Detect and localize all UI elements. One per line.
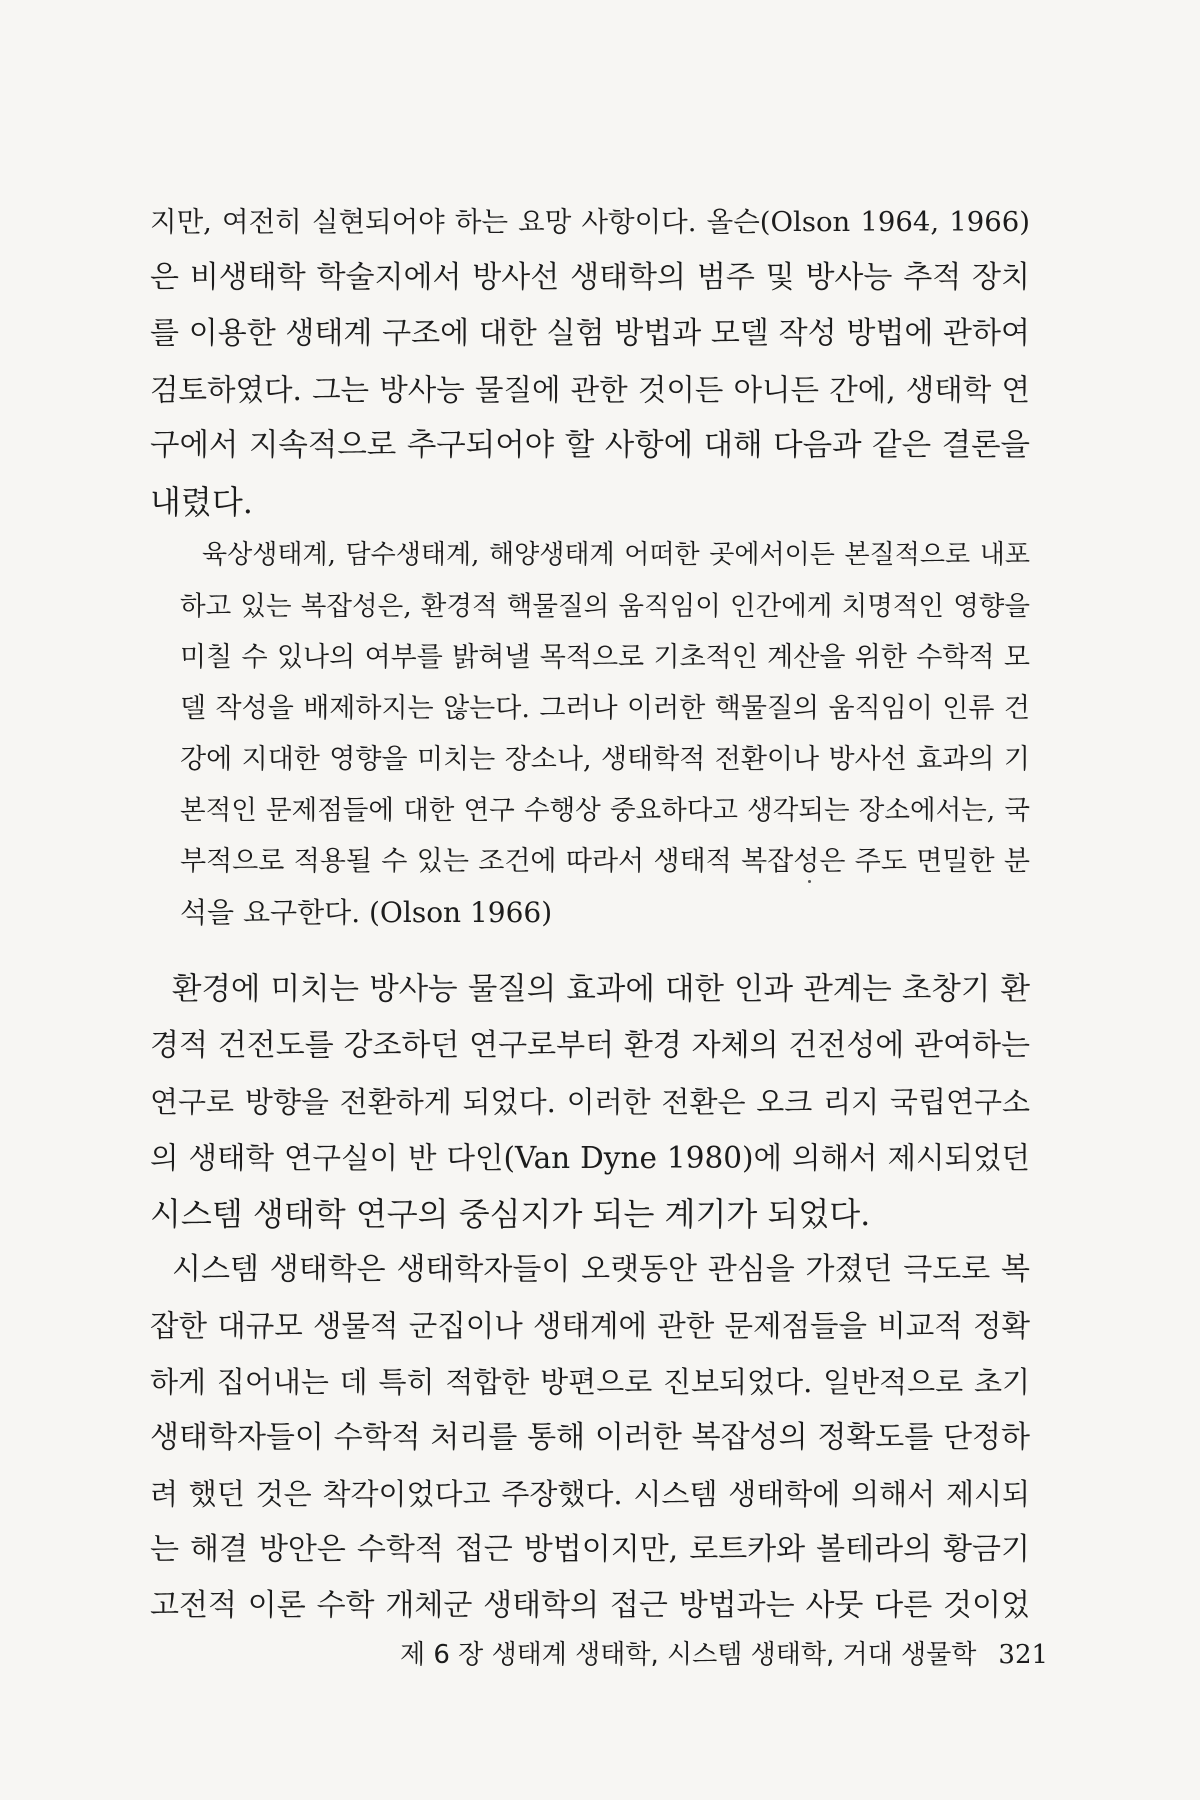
- quote-line: 하고 있는 복잡성은, 환경적 핵물질의 움직임이 인간에게 치명적인 영향을: [180, 591, 1030, 622]
- running-footer: [400, 1634, 1049, 1671]
- text-line: 경적 건전도를 강조하던 연구로부터 환경 자체의 건전성에 관여하는: [150, 1028, 1030, 1063]
- page-number: 321: [998, 1640, 1049, 1670]
- text-line: 려 했던 것은 착각이었다고 주장했다. 시스템 생태학에 의해서 제시되: [150, 1477, 1030, 1511]
- quote-line: 미칠 수 있나의 여부를 밝혀낼 목적으로 기초적인 계산을 위한 수학적 모: [180, 642, 1030, 673]
- text-line: 내렸다.: [150, 483, 253, 521]
- text-line: 잡한 대규모 생물적 군집이나 생태계에 관한 문제점들을 비교적 정확: [150, 1309, 1030, 1343]
- paragraph-continued: [150, 194, 1030, 530]
- text-line: 시스템 생태학 연구의 중심지가 되는 계기가 되었다.: [150, 1195, 871, 1233]
- text-line: 고전적 이론 수학 개체군 생태학의 접근 방법과는 사뭇 다른 것이었: [150, 1588, 1030, 1623]
- quote-line: 본적인 문제점들에 대한 연구 수행상 중요하다고 생각되는 장소에서는, 국: [180, 795, 1030, 826]
- text-line: 연구로 방향을 전환하게 되었다. 이러한 전환은 오크 리지 국립연구소: [150, 1085, 1030, 1119]
- text-line: 를 이용한 생태계 구조에 대한 실험 방법과 모델 작성 방법에 관하여: [150, 316, 1030, 351]
- paragraph-body: [150, 962, 1030, 1634]
- chapter-title: 제 6 장 생태계 생태학, 시스템 생태학, 거대 생물학: [400, 1640, 977, 1670]
- quote-line: 강에 지대한 영향을 미치는 장소나, 생태학적 전환이나 방사선 효과의 기: [180, 744, 1030, 775]
- quote-line: 육상생태계, 담수생태계, 해양생태계 어떠한 곳에서이든 본질적으로 내포: [202, 540, 1030, 570]
- text-line: 는 해결 방안은 수학적 접근 방법이지만, 로트카와 볼테라의 황금기: [150, 1532, 1030, 1567]
- text-line: 구에서 지속적으로 추구되어야 할 사항에 대해 다음과 같은 결론을: [150, 428, 1030, 463]
- text-line: 검토하였다. 그는 방사능 물질에 관한 것이든 아니든 간에, 생태학 연: [150, 373, 1030, 407]
- quote-line: 석을 요구한다. (Olson 1966): [180, 896, 553, 929]
- text-line: 지만, 여전히 실현되어야 하는 요망 사항이다. 올슨(Olson 1964, 1966): [150, 206, 1030, 238]
- text-line: 시스템 생태학은 생태학자들이 오랫동안 관심을 가졌던 극도로 복: [172, 1252, 1030, 1287]
- quote-line: 부적으로 적용될 수 있는 조건에 따라서 생태적 복잡성은 주도 면밀한 분: [180, 846, 1030, 877]
- block-quote: [180, 530, 1030, 938]
- quote-line: 델 작성을 배제하지는 않는다. 그러나 이러한 핵물질의 움직임이 인류 건: [180, 693, 1030, 724]
- speck-mark: [808, 880, 811, 883]
- text-line: 환경에 미치는 방사능 물질의 효과에 대한 인과 관계는 초창기 환: [172, 972, 1030, 1007]
- text-line: 하게 집어내는 데 특히 적합한 방편으로 진보되었다. 일반적으로 초기: [150, 1365, 1030, 1399]
- text-line: 생태학자들이 수학적 처리를 통해 이러한 복잡성의 정확도를 단정하: [150, 1420, 1030, 1455]
- text-line: 은 비생태학 학술지에서 방사선 생태학의 범주 및 방사능 추적 장치: [150, 260, 1030, 295]
- text-line: 의 생태학 연구실이 반 다인(Van Dyne 1980)에 의해서 제시되었던: [150, 1141, 1030, 1175]
